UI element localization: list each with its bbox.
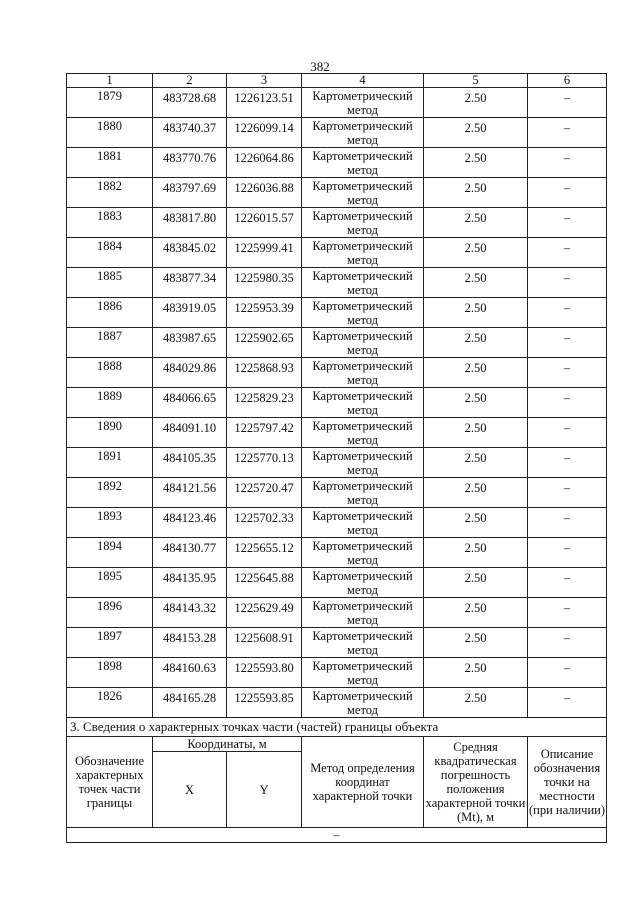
table-row [67, 358, 607, 388]
coordinate-y [227, 358, 302, 388]
description-cell [528, 508, 607, 538]
coordinates-table [66, 73, 607, 843]
description-cell [528, 178, 607, 208]
accuracy-cell [424, 208, 528, 238]
description-cell [528, 238, 607, 268]
accuracy-cell-text: 2.50 [464, 601, 487, 615]
description-cell-text: – [563, 241, 571, 255]
description-cell-text: – [563, 121, 571, 135]
point-number [67, 598, 153, 628]
accuracy-cell-text: 2.50 [464, 211, 487, 225]
coordinate-y-text: 1226064.86 [234, 151, 294, 165]
accuracy-cell [424, 118, 528, 148]
coordinate-y [227, 448, 302, 478]
coordinate-x-text: 484105.35 [162, 451, 217, 465]
point-number-text: 1895 [97, 569, 122, 583]
coordinate-x-text: 483817.80 [162, 211, 217, 225]
point-number [67, 478, 153, 508]
accuracy-cell [424, 628, 528, 658]
coordinate-y-text: 1225902.65 [234, 331, 294, 345]
accuracy-cell-text: 2.50 [464, 421, 487, 435]
method-cell-text: Картометрический метод [312, 659, 413, 687]
method-cell-text: Картометрический метод [312, 689, 413, 717]
accuracy-cell [424, 148, 528, 178]
method-cell [302, 298, 424, 328]
method-cell [302, 418, 424, 448]
point-number [67, 508, 153, 538]
coordinate-x-text: 483770.76 [162, 151, 217, 165]
description-cell [528, 628, 607, 658]
coordinate-y [227, 238, 302, 268]
method-cell-text: Картометрический метод [312, 449, 413, 477]
accuracy-cell-text: 2.50 [464, 631, 487, 645]
description-cell-text: – [563, 91, 571, 105]
section-3-title-row [67, 718, 607, 737]
accuracy-cell [424, 658, 528, 688]
point-number [67, 238, 153, 268]
point-number [67, 298, 153, 328]
column-number: 1 [67, 74, 153, 88]
table-row [67, 508, 607, 538]
method-cell [302, 448, 424, 478]
coordinate-y-text: 1225608.91 [234, 631, 294, 645]
method-cell [302, 538, 424, 568]
description-cell [528, 208, 607, 238]
point-number-text: 1880 [97, 119, 122, 133]
accuracy-cell-text: 2.50 [464, 91, 487, 105]
description-cell-text: – [563, 361, 571, 375]
coordinate-x-text: 484121.56 [162, 481, 217, 495]
description-cell-text: – [563, 181, 571, 195]
method-cell-text: Картометрический метод [312, 329, 413, 357]
accuracy-cell-text: 2.50 [464, 571, 487, 585]
coordinate-x-text: 483919.05 [162, 301, 217, 315]
accuracy-cell-text: 2.50 [464, 331, 487, 345]
coordinate-x [153, 568, 227, 598]
method-cell-text: Картометрический метод [312, 569, 413, 597]
accuracy-cell [424, 388, 528, 418]
description-cell [528, 538, 607, 568]
coordinate-y-text: 1225999.41 [234, 241, 294, 255]
point-number [67, 658, 153, 688]
coordinate-y-text: 1225770.13 [234, 451, 294, 465]
description-cell-text: – [563, 391, 571, 405]
coordinate-x [153, 298, 227, 328]
accuracy-cell [424, 238, 528, 268]
description-cell [528, 328, 607, 358]
accuracy-cell [424, 688, 528, 718]
description-cell-text: – [563, 331, 571, 345]
section-3-header-row [67, 737, 607, 752]
description-cell [528, 358, 607, 388]
page-number: 382 [310, 59, 330, 74]
coordinate-y-text: 1225720.47 [234, 481, 294, 495]
coordinate-y [227, 658, 302, 688]
coordinate-y [227, 508, 302, 538]
method-cell-text: Картометрический метод [312, 599, 413, 627]
coordinate-x-text: 483987.65 [162, 331, 217, 345]
table-row [67, 178, 607, 208]
coordinate-y [227, 88, 302, 118]
accuracy-cell-text: 2.50 [464, 691, 487, 705]
description-cell-text: – [563, 691, 571, 705]
coordinate-x [153, 358, 227, 388]
coordinate-y-text: 1225829.23 [234, 391, 294, 405]
coordinate-x-text: 484135.95 [162, 571, 217, 585]
point-number [67, 268, 153, 298]
accuracy-cell-text: 2.50 [464, 481, 487, 495]
coordinate-y [227, 628, 302, 658]
method-cell-text: Картометрический метод [312, 539, 413, 567]
accuracy-cell-text: 2.50 [464, 121, 487, 135]
header-x: X [153, 752, 227, 828]
point-number [67, 208, 153, 238]
description-cell [528, 448, 607, 478]
description-cell [528, 598, 607, 628]
coordinate-x-text: 484123.46 [162, 511, 217, 525]
point-number-text: 1879 [97, 89, 122, 103]
description-cell-text: – [563, 481, 571, 495]
point-number-text: 1896 [97, 599, 122, 613]
coordinate-x-text: 483728.68 [162, 91, 217, 105]
method-cell [302, 118, 424, 148]
method-cell [302, 178, 424, 208]
method-cell [302, 88, 424, 118]
point-number [67, 148, 153, 178]
coordinate-y-text: 1225629.49 [234, 601, 294, 615]
accuracy-cell [424, 328, 528, 358]
point-number [67, 448, 153, 478]
accuracy-cell-text: 2.50 [464, 541, 487, 555]
point-number-text: 1885 [97, 269, 122, 283]
column-number: 6 [528, 74, 607, 88]
coordinate-y-text: 1225868.93 [234, 361, 294, 375]
coordinate-y-text: 1225702.33 [234, 511, 294, 525]
coordinate-x-text: 484160.63 [162, 661, 217, 675]
coordinate-x-text: 483797.69 [162, 181, 217, 195]
coordinate-x [153, 178, 227, 208]
coordinate-x-text: 483845.02 [162, 241, 217, 255]
column-number: 3 [227, 74, 302, 88]
header-coordinates: Координаты, м [153, 737, 302, 752]
coordinate-y [227, 328, 302, 358]
table-row [67, 538, 607, 568]
accuracy-cell-text: 2.50 [464, 661, 487, 675]
point-number-text: 1881 [97, 149, 122, 163]
coordinate-x [153, 418, 227, 448]
point-number-text: 1887 [97, 329, 122, 343]
method-cell [302, 598, 424, 628]
method-cell-text: Картометрический метод [312, 629, 413, 657]
accuracy-cell [424, 568, 528, 598]
method-cell-text: Картометрический метод [312, 239, 413, 267]
coordinate-y-text: 1225593.85 [234, 691, 294, 705]
coordinate-x [153, 148, 227, 178]
accuracy-cell [424, 358, 528, 388]
point-number-text: 1826 [97, 689, 122, 703]
coordinate-x [153, 658, 227, 688]
method-cell-text: Картометрический метод [312, 479, 413, 507]
method-cell [302, 238, 424, 268]
description-cell-text: – [563, 451, 571, 465]
coordinate-x [153, 478, 227, 508]
coordinate-x [153, 688, 227, 718]
header-designation: Обозначение характерных точек части границы [67, 737, 153, 828]
description-cell [528, 118, 607, 148]
coordinate-y-text: 1226015.57 [234, 211, 294, 225]
method-cell [302, 268, 424, 298]
accuracy-cell-text: 2.50 [464, 451, 487, 465]
table-row [67, 328, 607, 358]
coordinate-x-text: 484153.28 [162, 631, 217, 645]
description-cell [528, 658, 607, 688]
coordinate-x [153, 208, 227, 238]
table-row [67, 208, 607, 238]
point-number-text: 1889 [97, 389, 122, 403]
coordinate-x [153, 508, 227, 538]
point-number [67, 628, 153, 658]
point-number [67, 88, 153, 118]
method-cell [302, 148, 424, 178]
method-cell [302, 328, 424, 358]
accuracy-cell [424, 508, 528, 538]
column-number: 2 [153, 74, 227, 88]
method-cell [302, 688, 424, 718]
accuracy-cell [424, 298, 528, 328]
section-3-empty-row [67, 828, 607, 843]
accuracy-cell [424, 448, 528, 478]
column-number: 5 [424, 74, 528, 88]
accuracy-cell-text: 2.50 [464, 181, 487, 195]
coordinate-x-text: 484130.77 [162, 541, 217, 555]
coordinate-y [227, 418, 302, 448]
accuracy-cell-text: 2.50 [464, 241, 487, 255]
method-cell [302, 508, 424, 538]
accuracy-cell [424, 268, 528, 298]
point-number [67, 418, 153, 448]
table-row [67, 88, 607, 118]
table-row [67, 118, 607, 148]
description-cell [528, 418, 607, 448]
point-number-text: 1892 [97, 479, 122, 493]
table-row [67, 478, 607, 508]
coordinate-x-text: 484066.65 [162, 391, 217, 405]
point-number-text: 1883 [97, 209, 122, 223]
method-cell [302, 388, 424, 418]
coordinate-x [153, 328, 227, 358]
point-number [67, 568, 153, 598]
accuracy-cell [424, 88, 528, 118]
method-cell [302, 658, 424, 688]
method-cell-text: Картометрический метод [312, 419, 413, 447]
point-number-text: 1888 [97, 359, 122, 373]
method-cell-text: Картометрический метод [312, 509, 413, 537]
coordinate-y [227, 568, 302, 598]
coordinate-y [227, 598, 302, 628]
description-cell [528, 478, 607, 508]
table-row [67, 688, 607, 718]
point-number-text: 1891 [97, 449, 122, 463]
table-row [67, 568, 607, 598]
accuracy-cell-text: 2.50 [464, 391, 487, 405]
table-row [67, 238, 607, 268]
description-cell [528, 148, 607, 178]
coordinate-x [153, 628, 227, 658]
accuracy-cell [424, 178, 528, 208]
coordinate-x [153, 388, 227, 418]
coordinate-y [227, 478, 302, 508]
coordinate-y-text: 1226123.51 [234, 91, 294, 105]
table-row [67, 598, 607, 628]
point-number-text: 1898 [97, 659, 122, 673]
method-cell [302, 358, 424, 388]
table-row [67, 148, 607, 178]
coordinate-x [153, 598, 227, 628]
header-accuracy: Средняя квадратическая погрешность положения характерной точки (Mt), м [424, 737, 528, 828]
accuracy-cell-text: 2.50 [464, 301, 487, 315]
description-cell-text: – [563, 421, 571, 435]
coordinate-y [227, 208, 302, 238]
coordinate-x [153, 448, 227, 478]
coordinate-y-text: 1225655.12 [234, 541, 294, 555]
method-cell-text: Картометрический метод [312, 269, 413, 297]
point-number-text: 1886 [97, 299, 122, 313]
description-cell-text: – [563, 661, 571, 675]
coordinate-x-text: 484143.32 [162, 601, 217, 615]
header-y: Y [227, 752, 302, 828]
coordinate-y [227, 298, 302, 328]
description-cell [528, 388, 607, 418]
column-number-row [67, 74, 607, 88]
method-cell-text: Картометрический метод [312, 149, 413, 177]
method-cell [302, 478, 424, 508]
description-cell [528, 298, 607, 328]
accuracy-cell [424, 418, 528, 448]
method-cell [302, 568, 424, 598]
coordinate-x-text: 484029.86 [162, 361, 217, 375]
method-cell-text: Картометрический метод [312, 179, 413, 207]
point-number-text: 1893 [97, 509, 122, 523]
table-row [67, 628, 607, 658]
point-number-text: 1884 [97, 239, 122, 253]
description-cell-text: – [563, 211, 571, 225]
method-cell [302, 628, 424, 658]
empty-row-dash: – [67, 828, 607, 843]
method-cell-text: Картометрический метод [312, 119, 413, 147]
table-row [67, 418, 607, 448]
table-row [67, 388, 607, 418]
method-cell [302, 208, 424, 238]
coordinate-x [153, 538, 227, 568]
method-cell-text: Картометрический метод [312, 299, 413, 327]
description-cell-text: – [563, 271, 571, 285]
coordinate-x [153, 268, 227, 298]
accuracy-cell [424, 478, 528, 508]
coordinate-y [227, 178, 302, 208]
coordinate-x [153, 88, 227, 118]
coordinate-x [153, 238, 227, 268]
description-cell [528, 688, 607, 718]
point-number [67, 688, 153, 718]
coordinate-x-text: 484091.10 [162, 421, 217, 435]
table-row [67, 298, 607, 328]
coordinate-y [227, 388, 302, 418]
coordinate-x [153, 118, 227, 148]
point-number [67, 388, 153, 418]
point-number-text: 1894 [97, 539, 122, 553]
table-row [67, 448, 607, 478]
method-cell-text: Картометрический метод [312, 389, 413, 417]
coordinate-x-text: 483740.37 [162, 121, 217, 135]
description-cell-text: – [563, 631, 571, 645]
point-number-text: 1890 [97, 419, 122, 433]
accuracy-cell [424, 598, 528, 628]
description-cell [528, 568, 607, 598]
header-description: Описание обозначения точки на местности (при наличии) [528, 737, 607, 828]
coordinate-y-text: 1226099.14 [234, 121, 294, 135]
method-cell-text: Картометрический метод [312, 359, 413, 387]
coordinate-y [227, 148, 302, 178]
accuracy-cell [424, 538, 528, 568]
accuracy-cell-text: 2.50 [464, 361, 487, 375]
coordinate-y-text: 1225953.39 [234, 301, 294, 315]
coordinate-y [227, 268, 302, 298]
description-cell-text: – [563, 601, 571, 615]
accuracy-cell-text: 2.50 [464, 271, 487, 285]
table-row [67, 658, 607, 688]
coordinate-y [227, 538, 302, 568]
coordinate-y-text: 1225797.42 [234, 421, 294, 435]
point-number-text: 1897 [97, 629, 122, 643]
point-number [67, 178, 153, 208]
point-number [67, 328, 153, 358]
point-number [67, 358, 153, 388]
accuracy-cell-text: 2.50 [464, 151, 487, 165]
description-cell-text: – [563, 301, 571, 315]
column-number: 4 [302, 74, 424, 88]
description-cell [528, 88, 607, 118]
description-cell-text: – [563, 511, 571, 525]
method-cell-text: Картометрический метод [312, 89, 413, 117]
accuracy-cell-text: 2.50 [464, 511, 487, 525]
coordinate-y-text: 1225980.35 [234, 271, 294, 285]
method-cell-text: Картометрический метод [312, 209, 413, 237]
description-cell-text: – [563, 541, 571, 555]
description-cell [528, 268, 607, 298]
point-number [67, 538, 153, 568]
point-number-text: 1882 [97, 179, 122, 193]
section-3-title: 3. Сведения о характерных точках части (частей) границы объекта [67, 718, 607, 737]
coordinate-y-text: 1225593.80 [234, 661, 294, 675]
description-cell-text: – [563, 151, 571, 165]
table-row [67, 268, 607, 298]
coordinate-x-text: 484165.28 [162, 691, 217, 705]
coordinate-y [227, 688, 302, 718]
header-method: Метод определения координат характерной точки [302, 737, 424, 828]
coordinate-x-text: 483877.34 [162, 271, 217, 285]
description-cell-text: – [563, 571, 571, 585]
coordinate-y-text: 1225645.88 [234, 571, 294, 585]
point-number [67, 118, 153, 148]
coordinate-y [227, 118, 302, 148]
coordinate-y-text: 1226036.88 [234, 181, 294, 195]
